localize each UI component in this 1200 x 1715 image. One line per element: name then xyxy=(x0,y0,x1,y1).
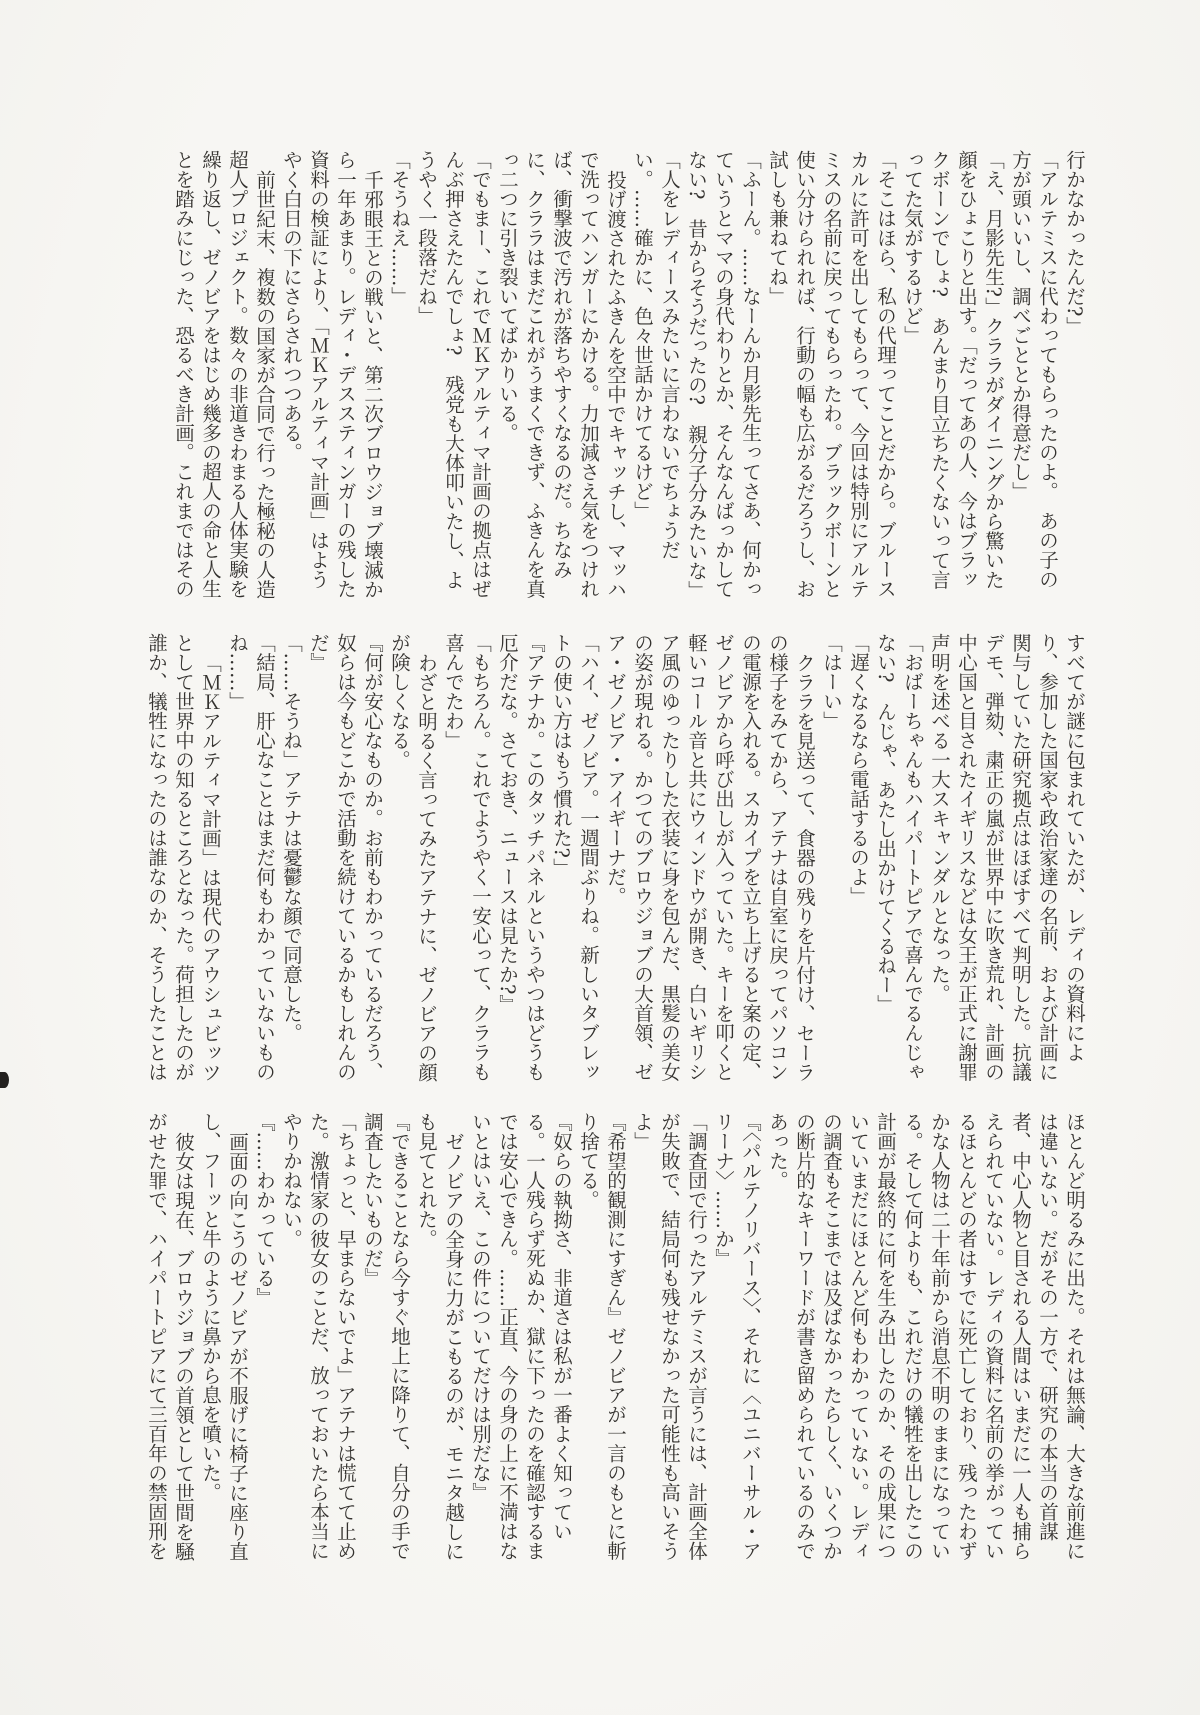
paragraph: 「調査団で行ったアルテミスが言うには、計画全体が失敗で、結局何も残せなかった可能性も高いそうよ」 xyxy=(631,1112,708,1561)
paragraph: 前世紀末、複数の国家が合同で行った極秘の人造超人プロジェクト。数々の非道きわまる人体実験を繰り返し、ゼノビアをはじめ幾多の超人の命と人生とを踏みにじった、恐るべき計画。これまではその xyxy=(172,150,276,599)
paragraph: 「ＭＫアルティマ計画」は現代のアウシュビッツとして世界中の知るところとなった。荷担したのが誰か、犠牲になったのは誰なのか、そうしたことは xyxy=(145,633,222,1082)
paragraph: すべてが謎に包まれていたが、レディの資料により、参加した国家や政治家達の名前、および計画に関与していた研究拠点はほぼすべて判明した。抗議デモ、弾劾、粛正の嵐が世界中に吹き荒れ、計画の中心国と目されたイギリスなどは女王が正式に謝罪声明を述べる一大スキャンダルとなった。 xyxy=(928,633,1086,1082)
text-block-middle xyxy=(128,633,1088,1091)
paragraph: 「アルテミスに代わってもらったのよ。 あの子の方が頭いいし、調べごととか得意だし」 xyxy=(1009,150,1059,589)
paragraph: 「おばーちゃんもハイパートピアで喜んでるんじゃない? んじゃ、あたし出かけてくるねー」 xyxy=(874,633,924,1082)
paragraph: 「はーい」 xyxy=(820,633,843,731)
paragraph: 「……そうね」アテナは憂鬱な顔で同意した。 xyxy=(280,633,303,1043)
paragraph: 「でもまー、これでＭＫアルティマ計画の拠点はぜんぶ押さえたんでしょ? 残党も大体叩いたし、ようやく一段落だね」 xyxy=(415,150,492,599)
paragraph: 『〈パルテノリバース〉、それに〈ユニバーサル・アリーナ〉……か』 xyxy=(712,1112,762,1561)
paragraph: 画面の向こうのゼノビアが不服げに椅子に座り直し、フーッと牛のように鼻から息を噴いた。 xyxy=(199,1112,249,1561)
paragraph: 『……わかっている』 xyxy=(253,1112,276,1307)
paragraph: 『できることなら今すぐ地上に降りて、自分の手で調査したいものだ』 xyxy=(361,1112,411,1561)
paragraph: ほとんど明るみに出た。それは無論、大きな前進には違いない。だがその一方で、研究の本当の首謀者、中心人物と目される人間はいまだに一人も捕らえられていない。レディの資料に名前の挙がっているほとんどの者はすでに死亡しており、残ったわずかな人物は二十年前から消息不明のままになっている。そして何よりも、これだけの犠牲を出したこの計画が最終的に何を生み出したのか、その成果についていまだにほとんど何もわかっていない。レディの調査もそこまでは及ばなかったらしく、いくつかの断片的なキーワードが書き留められているのみであった。 xyxy=(766,1112,1086,1561)
paragraph: 「ちょっと、早まらないでよ」アテナは慌てて止めた。激情家の彼女のことだ、放っておいたら本当にやりかねない。 xyxy=(280,1112,357,1561)
paragraph: 「結局、肝心なことはまだ何もわかっていないものね……」 xyxy=(226,633,276,1082)
paragraph: 「人をレディースみたいに言わないでちょうだい。……確かに、色々世話かけてるけど」 xyxy=(631,150,681,560)
scan-artifact-speck xyxy=(0,1072,9,1088)
text-block-top xyxy=(128,150,1088,608)
paragraph: 「そうねえ……」 xyxy=(388,150,411,306)
paragraph: 「遅くなるなら電話するのよ」 xyxy=(847,633,870,906)
paragraph: 「そこはほら、私の代理ってことだから。ブルースカルに許可を出してもらって、今回は特別にアルテミスの名前に戻ってもらったわ。ブラックボーンと使い分けられれば、行動の幅も広がるだろうし、お試しも兼ねてね」 xyxy=(766,150,897,599)
paragraph: 「え、月影先生?」クララがダイニングから驚いた顔をひょこりと出す。「だってあの人、今はブラックボーンでしょ? あんまり目立ちたくないって言ってた気がするけど」 xyxy=(901,150,1005,590)
paragraph: 投げ渡されたふきんを空中でキャッチし、マッハで洗ってハンガーにかける。力加減さえ気をつければ、衝撃波で汚れが落ちやすくなるのだ。ちなみに、クララはまだこれがうまくできず、ふきんを真っ二つに引き裂いてばかりいる。 xyxy=(496,150,627,599)
paragraph: 『希望的観測にすぎん』ゼノビアが一言のもとに斬り捨てる。 xyxy=(577,1112,627,1561)
paragraph: 行かなかったんだ?」 xyxy=(1063,150,1086,336)
paragraph: ゼノビアの全身に力がこもるのが、モニタ越しにも見てとれた。 xyxy=(415,1112,465,1561)
paragraph: 「ふーん。……なーんか月影先生ってさあ、何かっていうとママの身代わりとか、そんなんばっかしてない? 昔からそうだったの? 親分子分みたいな」 xyxy=(685,150,762,600)
paragraph: クララを見送って、食器の残りを片付け、セーラの様子をみてから、アテナは自室に戻ってパソコンの電源を入れる。スカイプを立ち上げると案の定、ゼノビアから呼び出しが入っていた。キーを叩くと軽いコール音と共にウィンドウが開き、白いギリシア風のゆったりした衣装に身を包んだ、黒髪の美女の姿が現れる。かつてのブロウジョブの大首領、ゼア・ゼノビア・アイギーナだ。 xyxy=(604,633,816,1082)
paragraph: 『アテナか。このタッチパネルというやつはどうも厄介だな。さておき、ニュースは見たか?』 xyxy=(496,633,546,1082)
paragraph: 『何が安心なものか。お前もわかっているだろう、奴らは今もどこかで活動を続けているかもしれんのだ』 xyxy=(307,633,384,1082)
text-block-bottom xyxy=(128,1112,1088,1570)
paragraph: 千邪眼王との戦いと、第二次ブロウジョブ壊滅から一年あまり。レディ・デススティンガーの残した資料の検証により、「ＭＫアルティマ計画」はようやく白日の下にさらされつつある。 xyxy=(280,150,384,599)
paragraph: 「ハイ、ゼノビア。一週間ぶりね。新しいタブレットの使い方はもう慣れた?」 xyxy=(550,633,600,1082)
paragraph: 「もちろん。これでようやく一安心って、クララも喜んでたわ」 xyxy=(442,633,492,1082)
paragraph: わざと明るく言ってみたアテナに、ゼノビアの顔が険しくなる。 xyxy=(388,633,438,1082)
paragraph: 『奴らの執拗さ、非道さは私が一番よく知っている。一人残らず死ぬか、獄に下ったのを確認するまでは安心できん。……正直、今の身の上に不満はないとはいえ、この件についてだけは別だな』 xyxy=(469,1112,573,1561)
paragraph: 彼女は現在、ブロウジョブの首領として世間を騒がせた罪で、ハイパートピアにて三百年の禁固刑を xyxy=(145,1112,195,1561)
